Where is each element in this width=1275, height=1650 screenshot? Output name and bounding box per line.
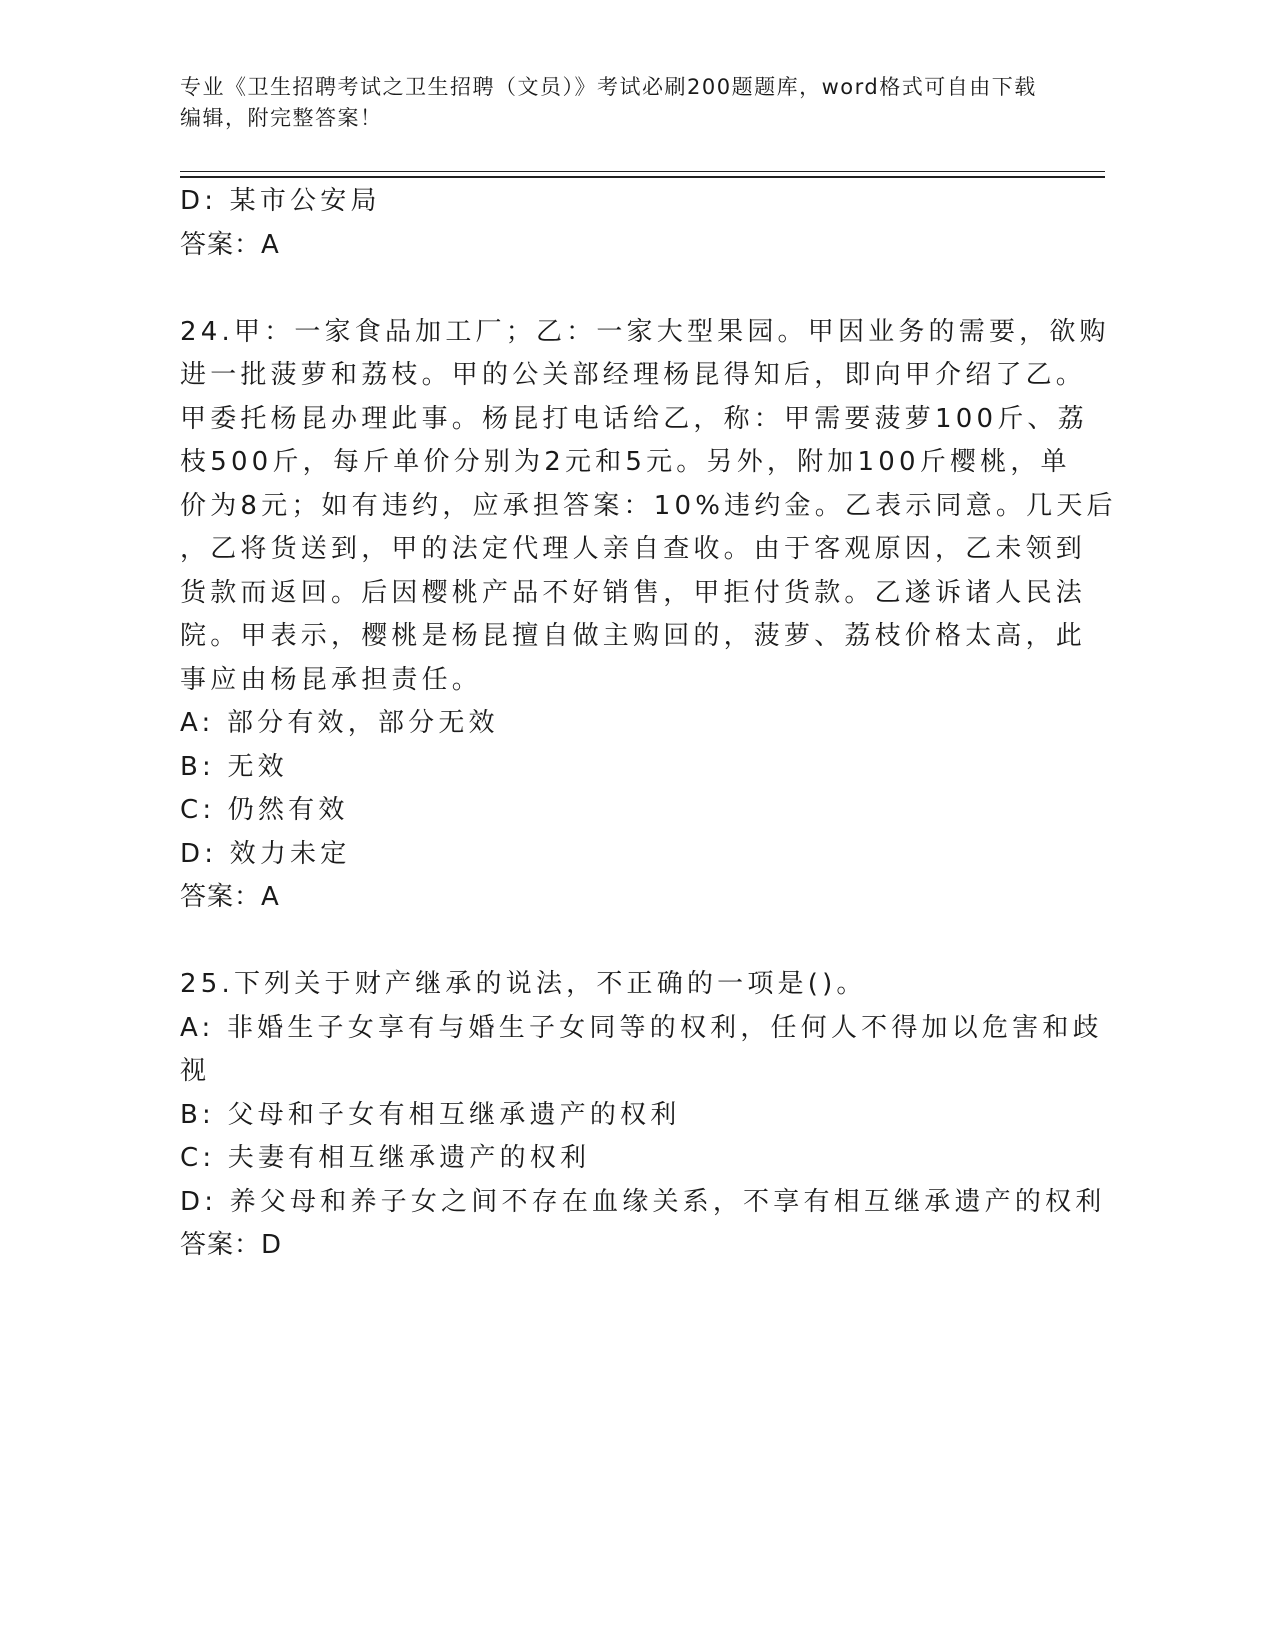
question-stem-line: ，乙将货送到，甲的法定代理人亲自查收。由于客观原因，乙未领到	[180, 534, 1087, 564]
option-a-continued: 视	[180, 1056, 211, 1086]
question-stem-line: 价为8元；如有违约，应承担答案：10%违约金。乙表示同意。几天后	[180, 490, 1117, 521]
answer-line: 答案：A	[180, 229, 280, 260]
spacer	[180, 920, 1040, 964]
option-d: D: 效力未定	[180, 838, 351, 869]
option-b: B: 无效	[180, 751, 288, 782]
question-stem-line: 甲委托杨昆办理此事。杨昆打电话给乙，称：甲需要菠萝100斤、荔	[180, 403, 1088, 434]
spacer	[180, 267, 1040, 311]
option-b: B: 父母和子女有相互继承遗产的权利	[180, 1099, 681, 1130]
question-stem-line: 事应由杨昆承担责任。	[180, 664, 483, 695]
question-stem-line: 院。甲表示，樱桃是杨昆擅自做主购回的，菠萝、荔枝价格太高，此	[180, 621, 1087, 651]
answer-line: 答案：D	[180, 1230, 283, 1260]
option-d: D: 某市公安局	[180, 186, 381, 216]
option-c: C: 夫妻有相互继承遗产的权利	[180, 1143, 591, 1173]
question-stem-line: 25.下列关于财产继承的说法，不正确的一项是()。	[180, 969, 867, 999]
previous-question-tail	[180, 180, 1040, 267]
page-header: 专业《卫生招聘考试之卫生招聘（文员）》考试必刷200题题库，word格式可自由下载编辑，附完整答案！	[180, 75, 1037, 130]
option-c: C: 仍然有效	[180, 795, 349, 825]
option-a: A: 非婚生子女享有与婚生子女同等的权利，任何人不得加以危害和歧	[180, 1012, 1103, 1043]
question-stem-line: 枝500斤，每斤单价分别为2元和5元。另外，附加100斤樱桃，单	[180, 447, 1071, 477]
question-stem-line: 24.甲：一家食品加工厂；乙：一家大型果园。甲因业务的需要，欲购	[180, 316, 1110, 347]
question-24	[180, 311, 1117, 920]
option-a: A: 部分有效，部分无效	[180, 708, 499, 738]
answer-line: 答案：A	[180, 882, 280, 912]
question-25	[180, 963, 1106, 1268]
header-rule-thick	[180, 176, 1105, 178]
header-rule-thin	[180, 171, 1105, 172]
question-stem-line: 进一批菠萝和荔枝。甲的公关部经理杨昆得知后，即向甲介绍了乙。	[180, 360, 1087, 390]
question-stem-line: 货款而返回。后因樱桃产品不好销售，甲拒付货款。乙遂诉诸人民法	[180, 577, 1087, 608]
document-body	[180, 180, 1117, 1268]
option-d: D: 养父母和养子女之间不存在血缘关系，不享有相互继承遗产的权利	[180, 1186, 1106, 1217]
